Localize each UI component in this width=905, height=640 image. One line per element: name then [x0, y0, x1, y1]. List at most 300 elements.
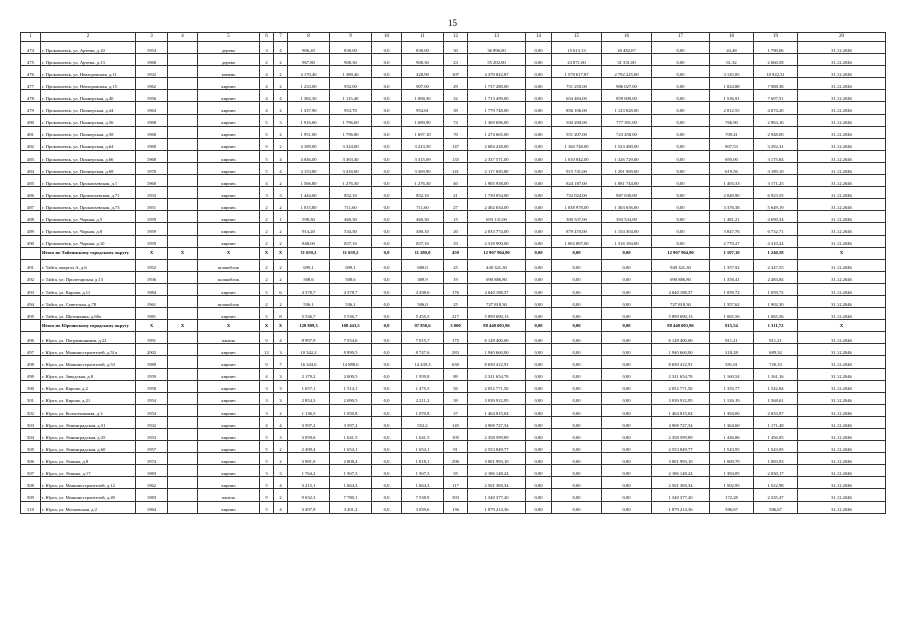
cell-col-10: 0,0: [372, 114, 402, 126]
cell-deadline: 31.12.2046: [798, 259, 886, 271]
cell-floors: 3: [260, 42, 274, 54]
cell-cost-15: 915 741,00: [552, 162, 602, 174]
cell-col-14: 0,00: [526, 453, 552, 465]
table-row: [21, 295, 886, 307]
cell-cost-16: 0,00: [602, 271, 652, 283]
cell-living-area: 1 389,40: [330, 66, 372, 78]
cell-wall-material: дерево: [198, 54, 260, 66]
table-row: [21, 223, 886, 235]
cell-address: г. Юрга, ул. Машиностроителей, д.49: [41, 489, 136, 501]
cell-cost-16: 0,00: [602, 392, 652, 404]
cell-floors: 5: [260, 308, 274, 320]
cell-cost-17: 0,00: [652, 126, 710, 138]
cell-residents: 40: [444, 175, 468, 187]
cell-cost-16: 0,00: [602, 380, 652, 392]
cell-total-cost: 88 440 003,96: [468, 320, 526, 332]
cell-entrances: 2: [274, 235, 288, 247]
cell-residents: 20: [444, 223, 468, 235]
cell-col-4: [168, 54, 198, 66]
cell-unit-cost-19: 7 988,38: [754, 78, 798, 90]
cell-address: г. Тайга, ул. Кирова, д.11: [41, 283, 136, 295]
cell-entrances: 8: [274, 308, 288, 320]
cell-unit-cost-18: 2 012,55: [710, 102, 754, 114]
cell-row-number: 474: [21, 42, 41, 54]
cell-row-number: 509: [21, 489, 41, 501]
cell-cost-15: 0,00: [552, 392, 602, 404]
cell-unit-cost-18: 172,28: [710, 489, 754, 501]
cell-total-cost: 1 737 280,00: [468, 78, 526, 90]
cell-living-area: 3 201,2: [330, 501, 372, 513]
cell-col-4: [168, 404, 198, 416]
cell-deadline: 31.12.2046: [798, 344, 886, 356]
cell-unit-cost-18: 1 481,21: [710, 211, 754, 223]
cell-col-10: 0,0: [372, 223, 402, 235]
cell-living-area: 7 554,6: [330, 332, 372, 344]
cell-cost-17: 8 650 412,91: [652, 356, 710, 368]
cell-cost-15: 15 613,13: [552, 42, 602, 54]
cell-wall-material: кирпич: [198, 187, 260, 199]
cell-deadline: X: [798, 320, 886, 332]
cell-residents: 105: [444, 429, 468, 441]
cell-wall-material: шлакоблок: [198, 295, 260, 307]
cell-living-area: 1 796,00: [330, 114, 372, 126]
cell-cost-16: 0,00: [602, 477, 652, 489]
cell-total-cost: 5 899 690,13: [468, 308, 526, 320]
cell-cost-16: 0,00: [602, 320, 652, 332]
cell-col-10: 0,0: [372, 404, 402, 416]
cell-address: г. Прокопьевск, ул. Пионерская, д.68: [41, 162, 136, 174]
cell-build-year: 1983: [136, 489, 168, 501]
cell-unit-cost-18: 1 069,70: [710, 453, 754, 465]
cell-residential-area: 1 641,5: [402, 429, 444, 441]
cell-entrances: 4: [274, 477, 288, 489]
cell-residents: 30: [444, 42, 468, 54]
cell-total-cost: 2 684 228,00: [468, 138, 526, 150]
cell-floors: 5: [260, 477, 274, 489]
cell-col-14: 0,00: [526, 465, 552, 477]
cell-col-14: 0,00: [526, 235, 552, 247]
cell-address: г. Юрга, ул. Ленинградская, д.35: [41, 429, 136, 441]
cell-address: г. Прокопьевск, ул. Пионерская, д.58: [41, 126, 136, 138]
cell-wall-material: кирпич: [198, 501, 260, 513]
housing-register-table: [20, 32, 886, 514]
cell-entrances: 2: [274, 271, 288, 283]
cell-col-4: [168, 223, 198, 235]
table-row: [21, 66, 886, 78]
cell-living-area: 2 000,5: [330, 368, 372, 380]
cell-cost-15: 0,00: [552, 429, 602, 441]
cell-floors: 3: [260, 187, 274, 199]
cell-total-area: 4 189,00: [288, 138, 330, 150]
cell-wall-material: кирпич: [198, 380, 260, 392]
cell-col-14: 0,00: [526, 441, 552, 453]
cell-living-area: 3 324,00: [330, 138, 372, 150]
cell-col-14: 0,00: [526, 380, 552, 392]
cell-build-year: 1963: [136, 102, 168, 114]
cell-entrances: 6: [274, 283, 288, 295]
cell-address: Итого по Тайгинскому городскому округу: [41, 247, 136, 259]
cell-residents: 107: [444, 66, 468, 78]
cell-cost-15: 551 207,00: [552, 126, 602, 138]
cell-total-area: 2 179,2: [288, 368, 330, 380]
cell-build-year: 1954: [136, 404, 168, 416]
cell-row-number: 475: [21, 54, 41, 66]
cell-total-cost: 2 117 650,00: [468, 162, 526, 174]
cell-deadline: 31.12.2046: [798, 66, 886, 78]
cell-col-10: 0,0: [372, 429, 402, 441]
cell-residential-area: 11 280,0: [402, 247, 444, 259]
cell-cost-17: 0,00: [652, 235, 710, 247]
cell-unit-cost-18: 3 847,76: [710, 223, 754, 235]
cell-residents: 39: [444, 392, 468, 404]
cell-col-10: 0,0: [372, 295, 402, 307]
cell-residents: 136: [444, 501, 468, 513]
cell-residential-area: 1 070,8: [402, 404, 444, 416]
cell-deadline: 31.12.2046: [798, 332, 886, 344]
cell-unit-cost-18: 43,48: [710, 42, 754, 54]
cell-wall-material: кирпич: [198, 211, 260, 223]
cell-residents: 141: [444, 162, 468, 174]
cell-total-cost: 2 186 148,24: [468, 465, 526, 477]
cell-cost-15: 0,00: [552, 465, 602, 477]
cell-total-area: 848,00: [288, 235, 330, 247]
cell-col-14: 0,00: [526, 320, 552, 332]
cell-deadline: 31.12.2046: [798, 356, 886, 368]
table-row: [21, 416, 886, 428]
cell-floors: 5: [260, 501, 274, 513]
cell-unit-cost-19: 3 171,25: [754, 175, 798, 187]
cell-deadline: 31.12.2046: [798, 453, 886, 465]
cell-cost-17: 3 039 912,95: [652, 392, 710, 404]
cell-col-4: [168, 356, 198, 368]
cell-wall-material: панель: [198, 332, 260, 344]
cell-unit-cost-19: 2 660,58: [754, 54, 798, 66]
cell-col-14: 0,00: [526, 223, 552, 235]
cell-unit-cost-18: 2 040,90: [710, 187, 754, 199]
cell-floors: 4: [260, 78, 274, 90]
cell-entrances: 4: [274, 90, 288, 102]
cell-total-area: 2 854,3: [288, 392, 330, 404]
cell-address: Итого по Юргинскому городскому округу: [41, 320, 136, 332]
cell-row-number: 477: [21, 78, 41, 90]
cell-deadline: 31.12.2046: [798, 295, 886, 307]
cell-address: г. Юрга, ул. Машиностроителей, д.51а: [41, 344, 136, 356]
cell-wall-material: кирпич: [198, 308, 260, 320]
cell-cost-15: 0,00: [552, 247, 602, 259]
cell-cost-16: 0,00: [602, 332, 652, 344]
cell-address: г. Юрга, ул. Машиностроителей, д.53: [41, 356, 136, 368]
cell-address: г. Юрга, ул. Машиностроителей, д.12: [41, 477, 136, 489]
cell-unit-cost-18: 766,90: [710, 114, 754, 126]
table-row: [21, 42, 886, 54]
cell-total-cost: 1 369 696,00: [468, 114, 526, 126]
cell-address: г. Прокопьевск, ул. Прокопьевская, д.1: [41, 175, 136, 187]
column-header-2: 2: [41, 33, 136, 42]
cell-cost-15: 0,00: [552, 404, 602, 416]
cell-col-10: 0,0: [372, 54, 402, 66]
cell-cost-16: 0,00: [602, 489, 652, 501]
cell-row-number: 489: [21, 223, 41, 235]
cell-wall-material: шлакоблок: [198, 259, 260, 271]
cell-unit-cost-18: 1 059,72: [710, 283, 754, 295]
table-row: [21, 175, 886, 187]
cell-wall-material: панель: [198, 489, 260, 501]
cell-build-year: X: [136, 247, 168, 259]
cell-cost-15: 1 002 807,00: [552, 235, 602, 247]
cell-living-area: 534,50: [330, 223, 372, 235]
cell-cost-16: 0,00: [602, 416, 652, 428]
cell-row-number: 492: [21, 271, 41, 283]
cell-cost-16: 0,00: [602, 404, 652, 416]
cell-residents: 19: [444, 271, 468, 283]
page-number: 15: [448, 18, 457, 28]
cell-wall-material: шлакоблок: [198, 271, 260, 283]
cell-total-cost: 36 896,00: [468, 42, 526, 54]
table-row: [21, 126, 886, 138]
cell-residents: 33: [444, 235, 468, 247]
cell-residential-area: 1 664,3: [402, 477, 444, 489]
cell-cost-17: 3 001 993,10: [652, 453, 710, 465]
cell-unit-cost-18: 1 357,92: [710, 259, 754, 271]
column-header-5: 5: [198, 33, 260, 42]
cell-floors: 2: [260, 295, 274, 307]
cell-cost-17: 2 052 771,50: [652, 380, 710, 392]
cell-build-year: 1968: [136, 150, 168, 162]
cell-col-14: 0,00: [526, 501, 552, 513]
cell-build-year: 1932: [136, 66, 168, 78]
cell-address: г. Прокопьевск, ул. Прокопьевская, д.73: [41, 199, 136, 211]
cell-total-cost: 4 908 727,34: [468, 416, 526, 428]
cell-residential-area: 480,10: [402, 223, 444, 235]
cell-total-cost: 1 713 499,00: [468, 90, 526, 102]
cell-col-4: [168, 187, 198, 199]
cell-build-year: 1962: [136, 78, 168, 90]
cell-residential-area: 1 818,1: [402, 453, 444, 465]
cell-build-year: 1957: [136, 441, 168, 453]
cell-total-cost: 2 402 634,00: [468, 199, 526, 211]
cell-total-area: 536,1: [288, 295, 330, 307]
cell-unit-cost-19: 1 311,72: [754, 320, 798, 332]
cell-build-year: 1956: [136, 90, 168, 102]
cell-col-14: 0,00: [526, 247, 552, 259]
cell-total-area: 967,80: [288, 54, 330, 66]
cell-entrances: 2: [274, 441, 288, 453]
table-row: [21, 392, 886, 404]
cell-col-10: 0,0: [372, 247, 402, 259]
cell-deadline: 31.12.2046: [798, 42, 886, 54]
cell-total-cost: 4 370 842,87: [468, 66, 526, 78]
cell-residential-area: 506,0: [402, 295, 444, 307]
cell-row-number: 491: [21, 259, 41, 271]
table-row: [21, 138, 886, 150]
cell-entrances: 2: [274, 66, 288, 78]
cell-unit-cost-19: 3 175,84: [754, 150, 798, 162]
cell-build-year: 1968: [136, 126, 168, 138]
cell-build-year: 1989: [136, 356, 168, 368]
cell-deadline: 31.12.2046: [798, 429, 886, 441]
cell-address: г. Прокопьевск, ул. Артема, д.10: [41, 42, 136, 54]
cell-build-year: 1953: [136, 429, 168, 441]
cell-col-4: [168, 235, 198, 247]
cell-unit-cost-19: 2 948,00: [754, 126, 798, 138]
cell-residential-area: 711,60: [402, 199, 444, 211]
cell-residential-area: 428,90: [402, 66, 444, 78]
cell-wall-material: камень: [198, 66, 260, 78]
cell-row-number: 487: [21, 199, 41, 211]
column-header-10: 10: [372, 33, 402, 42]
cell-unit-cost-19: 1 543,95: [754, 441, 798, 453]
cell-col-4: [168, 126, 198, 138]
cell-unit-cost-18: 581,01: [710, 356, 754, 368]
cell-col-10: 0,0: [372, 90, 402, 102]
cell-residents: 25: [444, 259, 468, 271]
cell-row-number: [21, 320, 41, 332]
cell-unit-cost-18: 3 145,85: [710, 66, 754, 78]
cell-deadline: 31.12.2046: [798, 283, 886, 295]
cell-residential-area: 3 223,50: [402, 138, 444, 150]
cell-row-number: 502: [21, 404, 41, 416]
cell-total-cost: 8 650 412,91: [468, 356, 526, 368]
cell-wall-material: кирпич: [198, 235, 260, 247]
cell-floors: 2: [260, 235, 274, 247]
cell-unit-cost-19: 2 030,17: [754, 465, 798, 477]
cell-living-area: 1 567,3: [330, 465, 372, 477]
cell-cost-17: 2 358 599,89: [652, 429, 710, 441]
cell-col-14: 0,00: [526, 344, 552, 356]
cell-unit-cost-19: 2 033,97: [754, 404, 798, 416]
cell-col-10: 0,0: [372, 308, 402, 320]
cell-residential-area: 680,0: [402, 259, 444, 271]
cell-unit-cost-19: 811,21: [754, 332, 798, 344]
cell-unit-cost-18: 3 376,38: [710, 199, 754, 211]
cell-col-14: 0,00: [526, 489, 552, 501]
cell-total-cost: 693 131,00: [468, 211, 526, 223]
cell-col-14: 0,00: [526, 295, 552, 307]
cell-cost-16: 777 391,00: [602, 114, 652, 126]
cell-floors: 5: [260, 150, 274, 162]
cell-floors: 5: [260, 441, 274, 453]
cell-total-cost: 2 052 771,50: [468, 380, 526, 392]
cell-row-number: 479: [21, 102, 41, 114]
cell-unit-cost-19: 4 690,34: [754, 211, 798, 223]
cell-col-10: 0,0: [372, 42, 402, 54]
cell-col-10: 0,0: [372, 320, 402, 332]
cell-floors: 4: [260, 416, 274, 428]
cell-unit-cost-19: 4 310,24: [754, 235, 798, 247]
cell-deadline: 31.12.2046: [798, 404, 886, 416]
cell-residents: 5 000: [444, 320, 468, 332]
cell-unit-cost-19: 2 335,47: [754, 489, 798, 501]
cell-unit-cost-18: 815,54: [710, 320, 754, 332]
cell-cost-15: 752 024,00: [552, 187, 602, 199]
cell-build-year: 1951: [136, 199, 168, 211]
cell-residents: 145: [444, 416, 468, 428]
cell-deadline: 31.12.2046: [798, 235, 886, 247]
cell-wall-material: кирпич: [198, 441, 260, 453]
cell-unit-cost-18: 1 107,10: [710, 247, 754, 259]
cell-unit-cost-19: 1 790,06: [754, 42, 798, 54]
cell-row-number: 507: [21, 465, 41, 477]
cell-total-area: 4 153,80: [288, 162, 330, 174]
cell-unit-cost-19: 3 292,31: [754, 138, 798, 150]
cell-deadline: 31.12.2046: [798, 441, 886, 453]
cell-unit-cost-19: 586,67: [754, 501, 798, 513]
cell-residents: 32: [444, 90, 468, 102]
cell-col-10: 0,0: [372, 187, 402, 199]
cell-residents: 176: [444, 283, 468, 295]
cell-address: г. Прокопьевск, ул. Чорная, д.5: [41, 211, 136, 223]
cell-unit-cost-19: 720,33: [754, 356, 798, 368]
cell-total-cost: 3 001 993,10: [468, 453, 526, 465]
table-row: [21, 308, 886, 320]
cell-row-number: 494: [21, 295, 41, 307]
cell-col-4: [168, 477, 198, 489]
cell-deadline: 31.12.2046: [798, 211, 886, 223]
cell-unit-cost-19: 2 483,84: [754, 271, 798, 283]
cell-address: г. Юрга, ул. Ленина, д.17: [41, 465, 136, 477]
cell-unit-cost-19: 2 347,55: [754, 259, 798, 271]
cell-entrances: 3: [274, 114, 288, 126]
cell-col-14: 0,00: [526, 150, 552, 162]
cell-residential-area: 1 654,1: [402, 441, 444, 453]
cell-total-cost: 1 879 214,36: [468, 501, 526, 513]
cell-residential-area: 900,30: [402, 54, 444, 66]
table-row: [21, 404, 886, 416]
cell-cost-16: 0,00: [602, 259, 652, 271]
cell-deadline: 31.12.2046: [798, 199, 886, 211]
column-header-6: 6: [260, 33, 274, 42]
cell-floors: 4: [260, 66, 274, 78]
table-body: [21, 42, 886, 514]
cell-col-14: 0,00: [526, 404, 552, 416]
cell-living-area: 14 888,6: [330, 356, 372, 368]
cell-col-14: 0,00: [526, 66, 552, 78]
cell-residential-area: 1 959,8: [402, 368, 444, 380]
cell-cost-16: 0,00: [602, 441, 652, 453]
cell-cost-15: 1 578 617,87: [552, 66, 602, 78]
cell-cost-17: 0,00: [652, 114, 710, 126]
cell-living-area: 952,00: [330, 78, 372, 90]
cell-unit-cost-19: 5 649,19: [754, 199, 798, 211]
cell-wall-material: кирпич: [198, 223, 260, 235]
cell-col-14: 0,00: [526, 332, 552, 344]
cell-deadline: 31.12.2046: [798, 162, 886, 174]
cell-build-year: 1959: [136, 368, 168, 380]
cell-total-cost: 1 340 377,20: [468, 489, 526, 501]
cell-cost-17: 0,00: [652, 42, 710, 54]
cell-living-area: 3 363,40: [330, 150, 372, 162]
cell-residents: 37: [444, 404, 468, 416]
cell-build-year: 1970: [136, 162, 168, 174]
cell-cost-17: 690 886,80: [652, 271, 710, 283]
cell-unit-cost-18: 695,00: [710, 150, 754, 162]
cell-residents: 217: [444, 308, 468, 320]
cell-cost-16: 2 792 225,00: [602, 66, 652, 78]
cell-living-area: 3 418,00: [330, 162, 372, 174]
cell-entrances: 7: [274, 356, 288, 368]
cell-col-10: 0,0: [372, 465, 402, 477]
cell-row-number: 490: [21, 235, 41, 247]
cell-entrances: 2: [274, 199, 288, 211]
cell-residents: 74: [444, 114, 468, 126]
cell-total-area: 1 657,1: [288, 380, 330, 392]
cell-cost-15: 0,00: [552, 453, 602, 465]
cell-unit-cost-18: 1 394,00: [710, 404, 754, 416]
cell-cost-15: 0,00: [552, 344, 602, 356]
cell-total-area: 9 632,3: [288, 489, 330, 501]
cell-row-number: 506: [21, 453, 41, 465]
housing-register-sheet: [20, 32, 885, 514]
